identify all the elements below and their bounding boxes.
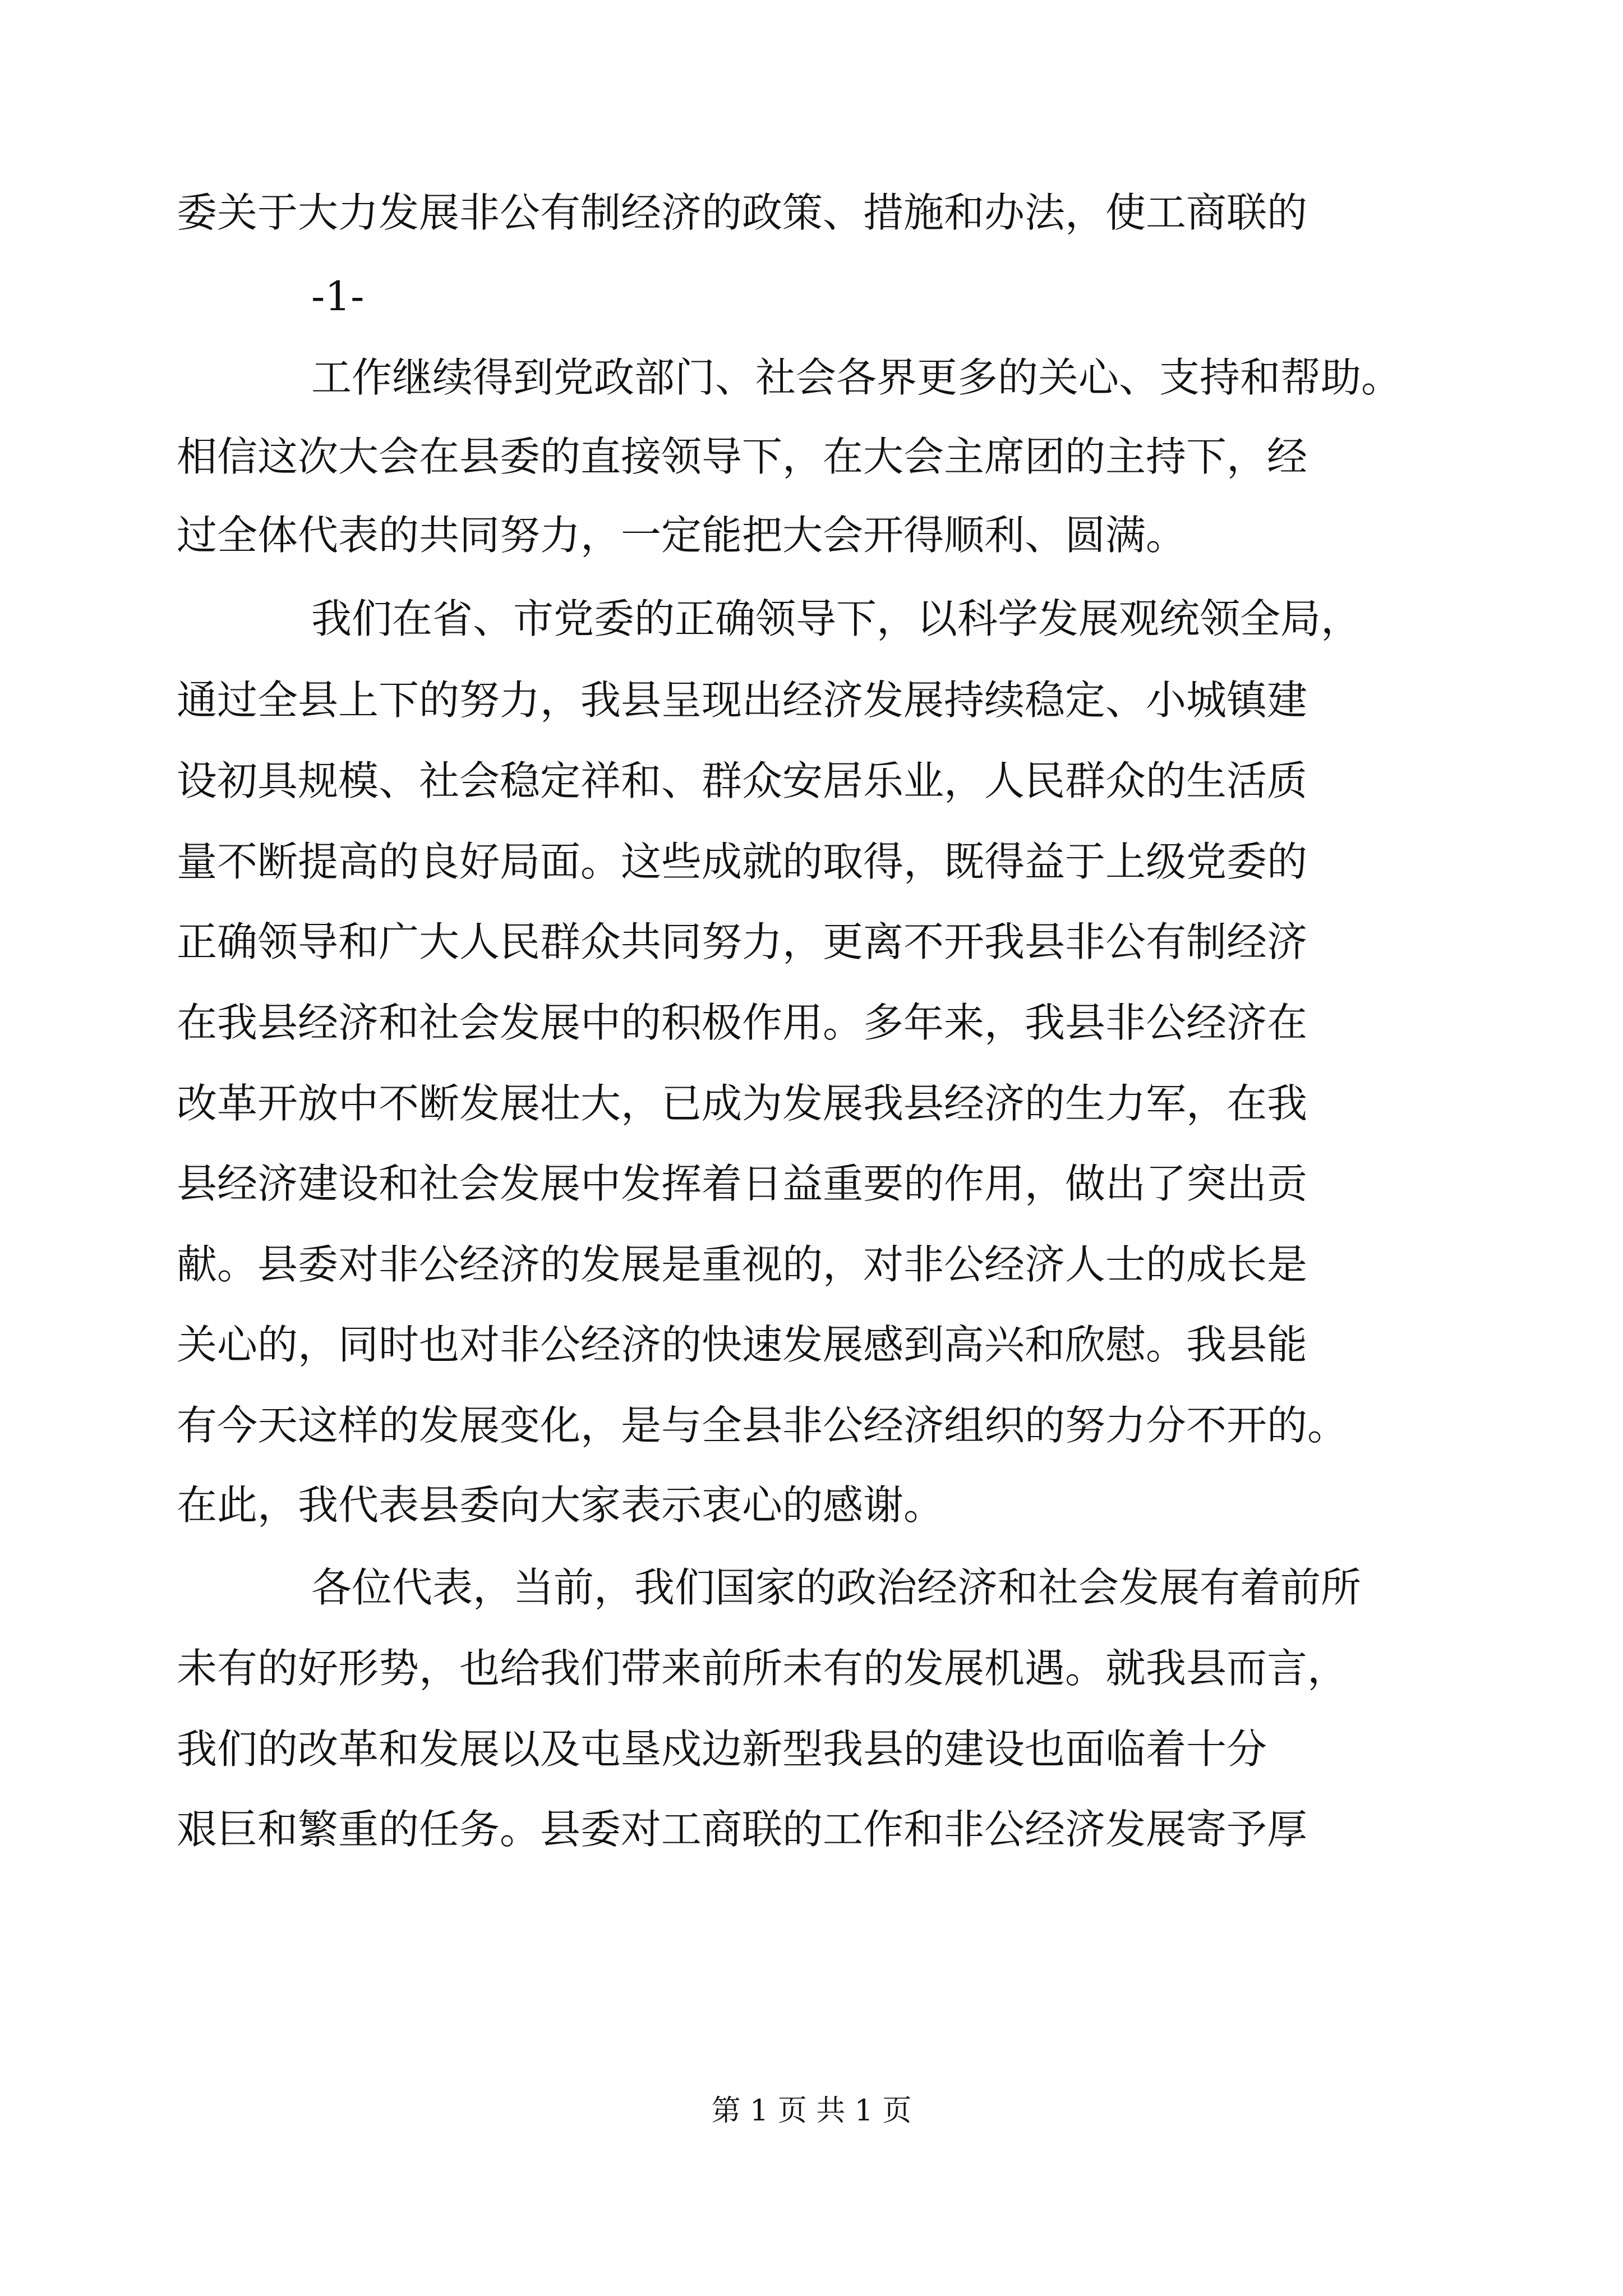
text-line: 我们在省、市党委的正确领导下，以科学发展观统领全局，	[311, 595, 1362, 642]
text-line: 改革开放中不断发展壮大，已成为发展我县经济的生力军，在我	[177, 1080, 1308, 1127]
text-line: 委关于大力发展非公有制经济的政策、措施和办法，使工商联的	[177, 189, 1308, 236]
text-line: 在我县经济和社会发展中的积极作用。多年来，我县非公经济在	[177, 999, 1308, 1046]
text-line: 工作继续得到党政部门、社会各界更多的关心、支持和帮助。	[311, 354, 1402, 401]
text-line: 相信这次大会在县委的直接领导下，在大会主席团的主持下，经	[177, 433, 1308, 480]
text-line: 通过全县上下的努力，我县呈现出经济发展持续稳定、小城镇建	[177, 677, 1308, 724]
text-line: 我们的改革和发展以及屯垦戍边新型我县的建设也面临着十分	[177, 1726, 1267, 1773]
text-line: 献。县委对非公经济的发展是重视的，对非公经济人士的成长是	[177, 1241, 1308, 1288]
text-line: 未有的好形势，也给我们带来前所未有的发展机遇。就我县而言，	[177, 1645, 1348, 1692]
text-line: 在此，我代表县委向大家表示衷心的感谢。	[177, 1481, 944, 1529]
text-line: 有今天这样的发展变化，是与全县非公经济组织的努力分不开的。	[177, 1402, 1348, 1449]
page-footer: 第 1 页 共 1 页	[711, 2094, 912, 2128]
text-line: 设初具规模、社会稳定祥和、群众安居乐业，人民群众的生活质	[177, 757, 1308, 804]
page-marker: -1-	[311, 273, 365, 320]
text-line: 正确领导和广大人民群众共同努力，更离不开我县非公有制经济	[177, 918, 1308, 965]
text-line: 关心的，同时也对非公经济的快速发展感到高兴和欣慰。我县能	[177, 1321, 1308, 1368]
text-line: 县经济建设和社会发展中发挥着日益重要的作用，做出了突出贡	[177, 1160, 1308, 1207]
text-line: 各位代表，当前，我们国家的政治经济和社会发展有着前所	[311, 1564, 1362, 1611]
text-line: 艰巨和繁重的任务。县委对工商联的工作和非公经济发展寄予厚	[177, 1806, 1308, 1853]
text-line: 过全体代表的共同努力，一定能把大会开得顺利、圆满。	[177, 512, 1187, 559]
text-line: 量不断提高的良好局面。这些成就的取得，既得益于上级党委的	[177, 838, 1308, 885]
